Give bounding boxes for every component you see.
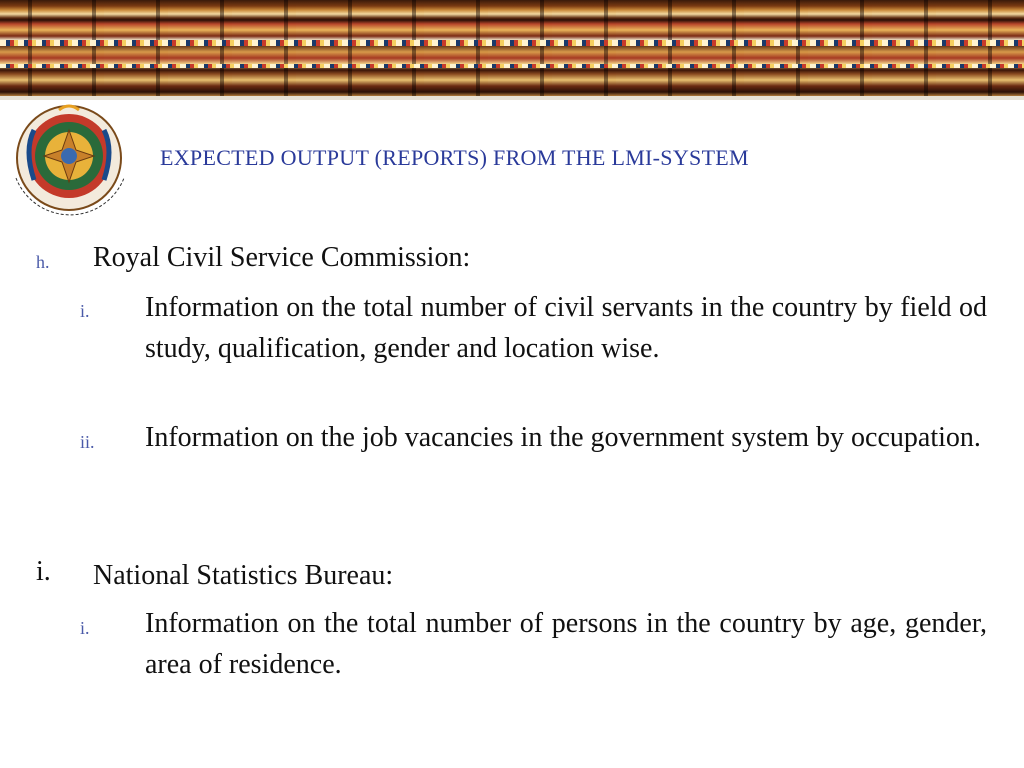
sublist-marker: i. bbox=[80, 301, 90, 321]
list-marker: h. bbox=[36, 252, 50, 272]
sublist-marker: i. bbox=[80, 618, 90, 638]
list-item: Information on the total number of civil servants in the country by field od study, qualification, gender and location wise. bbox=[145, 292, 987, 364]
list-item: Information on the total number of persons in the country by age, gender, area of residence. bbox=[145, 608, 987, 680]
section-heading: National Statistics Bureau: bbox=[93, 560, 394, 591]
sublist-marker: ii. bbox=[80, 432, 95, 452]
section-heading: Royal Civil Service Commission: bbox=[93, 242, 471, 273]
page-title: EXPECTED OUTPUT (REPORTS) FROM THE LMI-SYSTEM bbox=[160, 145, 749, 170]
list-item: Information on the job vacancies in the government system by occupation. bbox=[145, 422, 981, 453]
list-marker: i. bbox=[36, 556, 51, 587]
